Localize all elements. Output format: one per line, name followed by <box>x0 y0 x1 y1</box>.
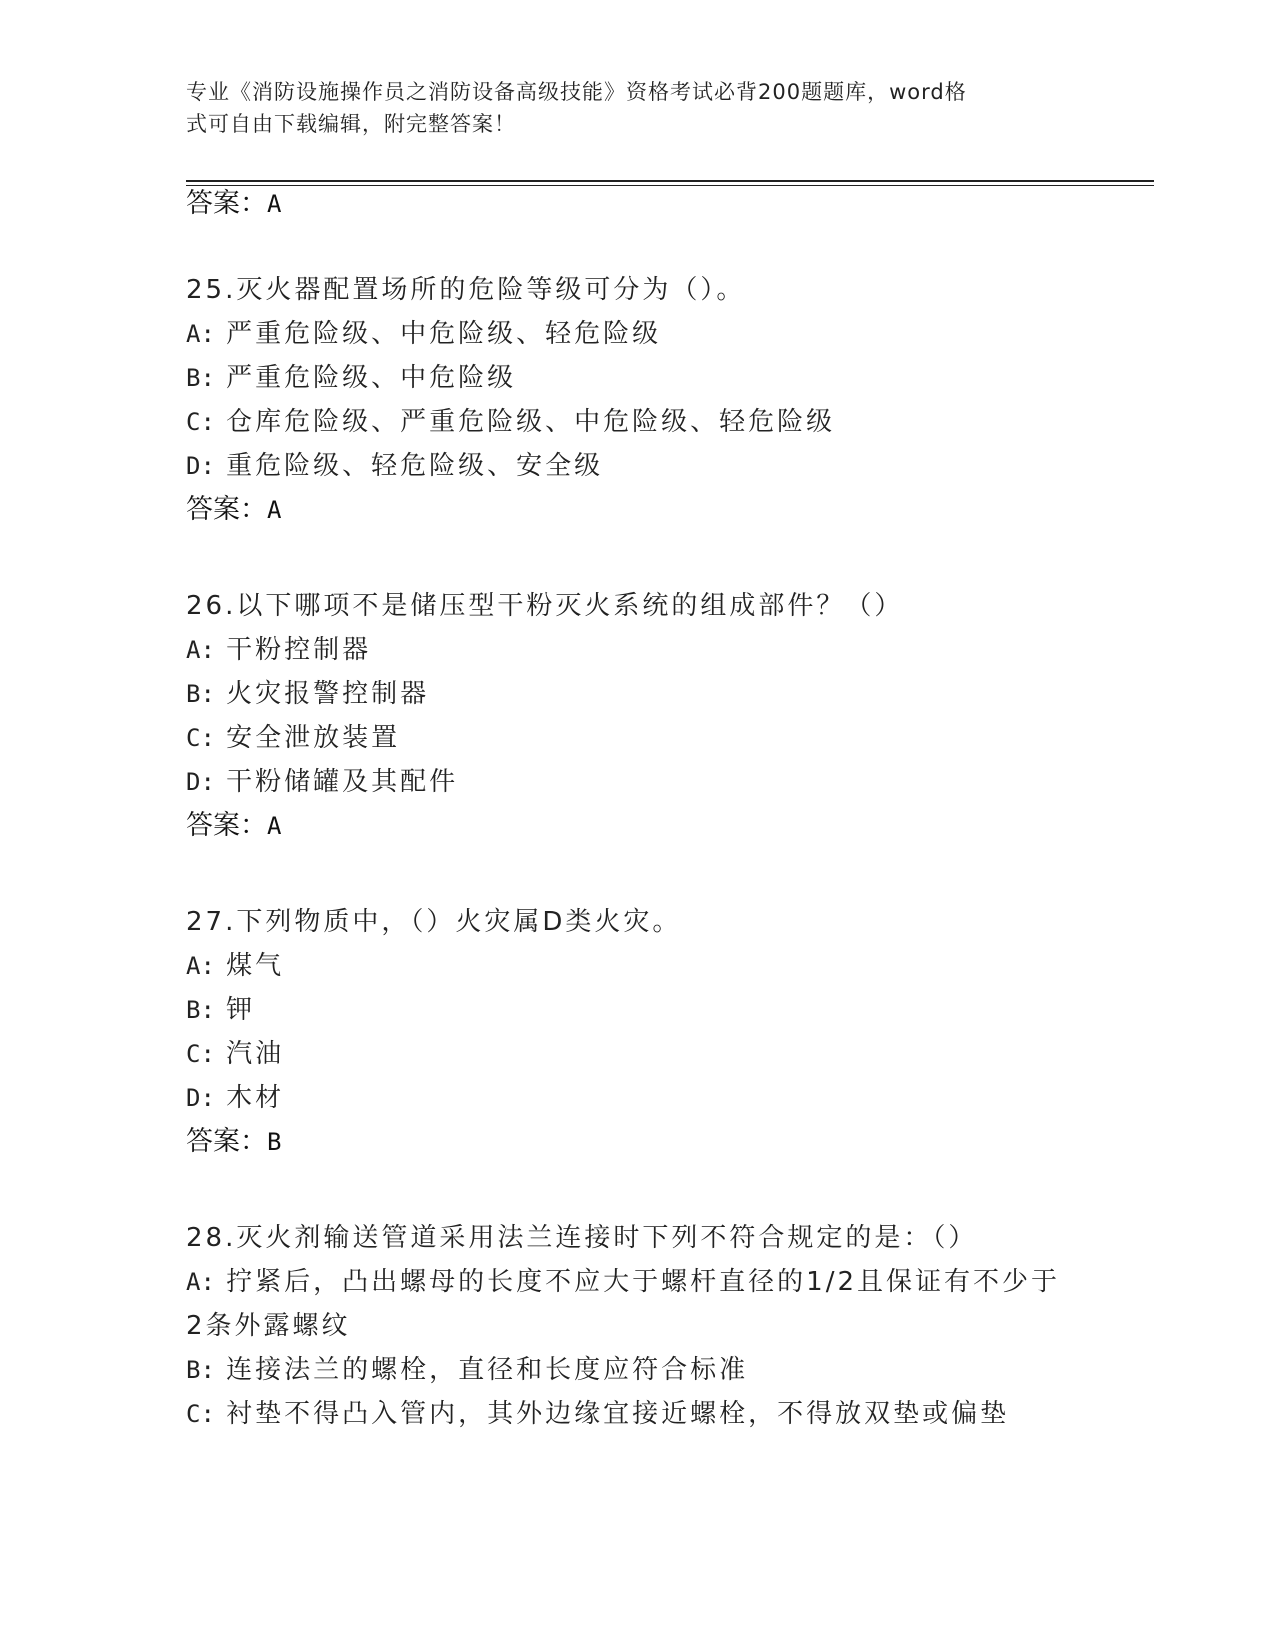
question-stem: 26.以下哪项不是储压型干粉灭火系统的组成部件？（） <box>186 591 904 621</box>
option-text: 安全泄放装置 <box>226 723 401 753</box>
option-text: 连接法兰的螺栓，直径和长度应符合标准 <box>226 1355 749 1385</box>
answer-label: 答案： <box>186 188 267 219</box>
answer-label: 答案： <box>186 810 267 841</box>
option-text: 重危险级、轻危险级、安全级 <box>226 451 604 481</box>
answer-label: 答案： <box>186 494 267 525</box>
option-letter: A: <box>186 636 215 664</box>
option-text: 汽油 <box>226 1039 285 1069</box>
option-text: 煤气 <box>226 951 285 981</box>
option-line <box>186 632 371 668</box>
option-text: 严重危险级、中危险级、轻危险级 <box>226 319 662 349</box>
option-letter: B: <box>186 996 215 1024</box>
answer-line <box>186 186 281 222</box>
question-stem: 27.下列物质中，（）火灾属D类火灾。 <box>186 907 682 937</box>
option-text: 钾 <box>226 995 256 1025</box>
option-letter: A: <box>186 320 215 348</box>
option-line <box>186 764 458 800</box>
option-line <box>186 1080 284 1116</box>
question-stem: 25.灭火器配置场所的危险等级可分为（）。 <box>186 275 746 305</box>
option-letter: D: <box>186 1084 215 1112</box>
answer-value: A <box>267 812 282 840</box>
option-line <box>186 360 516 396</box>
option-text: 严重危险级、中危险级 <box>226 363 517 393</box>
option-letter: C: <box>186 1040 215 1068</box>
option-letter: B: <box>186 680 215 708</box>
option-letter: A: <box>186 1268 215 1296</box>
answer-line <box>186 492 281 528</box>
option-line <box>186 1396 1009 1432</box>
option-letter: C: <box>186 408 215 436</box>
question-stem: 28.灭火剂输送管道采用法兰连接时下列不符合规定的是：（） <box>186 1223 978 1253</box>
option-text: 衬垫不得凸入管内，其外边缘宜接近螺栓，不得放双垫或偏垫 <box>226 1399 1010 1429</box>
option-line <box>186 1352 748 1388</box>
option-letter: D: <box>186 768 215 796</box>
option-line <box>186 1264 1060 1300</box>
option-line <box>186 1036 284 1072</box>
answer-line <box>186 808 281 844</box>
header-divider-thin <box>186 185 1154 186</box>
option-line <box>186 720 400 756</box>
answer-value: A <box>267 190 282 218</box>
document-header <box>186 76 1066 140</box>
header-line-2: 式可自由下载编辑，附完整答案！ <box>186 112 516 136</box>
answer-value: B <box>267 1128 282 1156</box>
header-divider-thick <box>186 180 1154 182</box>
option-line <box>186 948 284 984</box>
option-line <box>186 992 255 1028</box>
option-text: 木材 <box>226 1083 285 1113</box>
option-text: 火灾报警控制器 <box>226 679 430 709</box>
option-letter: D: <box>186 452 215 480</box>
header-line-1: 专业《消防设施操作员之消防设备高级技能》资格考试必背200题题库，word格 <box>186 80 967 104</box>
option-continuation-line <box>186 1308 351 1344</box>
option-text: 干粉储罐及其配件 <box>226 767 459 797</box>
option-text: 干粉控制器 <box>226 635 372 665</box>
option-text: 仓库危险级、严重危险级、中危险级、轻危险级 <box>226 407 836 437</box>
option-letter: C: <box>186 724 215 752</box>
answer-line <box>186 1124 281 1160</box>
option-letter: A: <box>186 952 215 980</box>
option-letter: B: <box>186 1356 215 1384</box>
option-letter: B: <box>186 364 215 392</box>
option-text: 2条外露螺纹 <box>186 1311 351 1341</box>
option-text: 拧紧后，凸出螺母的长度不应大于螺杆直径的1/2且保证有不少于 <box>226 1267 1061 1297</box>
answer-label: 答案： <box>186 1126 267 1157</box>
option-line <box>186 404 835 440</box>
option-letter: C: <box>186 1400 215 1428</box>
option-line <box>186 316 661 352</box>
answer-value: A <box>267 496 282 524</box>
option-line <box>186 676 429 712</box>
option-line <box>186 448 603 484</box>
